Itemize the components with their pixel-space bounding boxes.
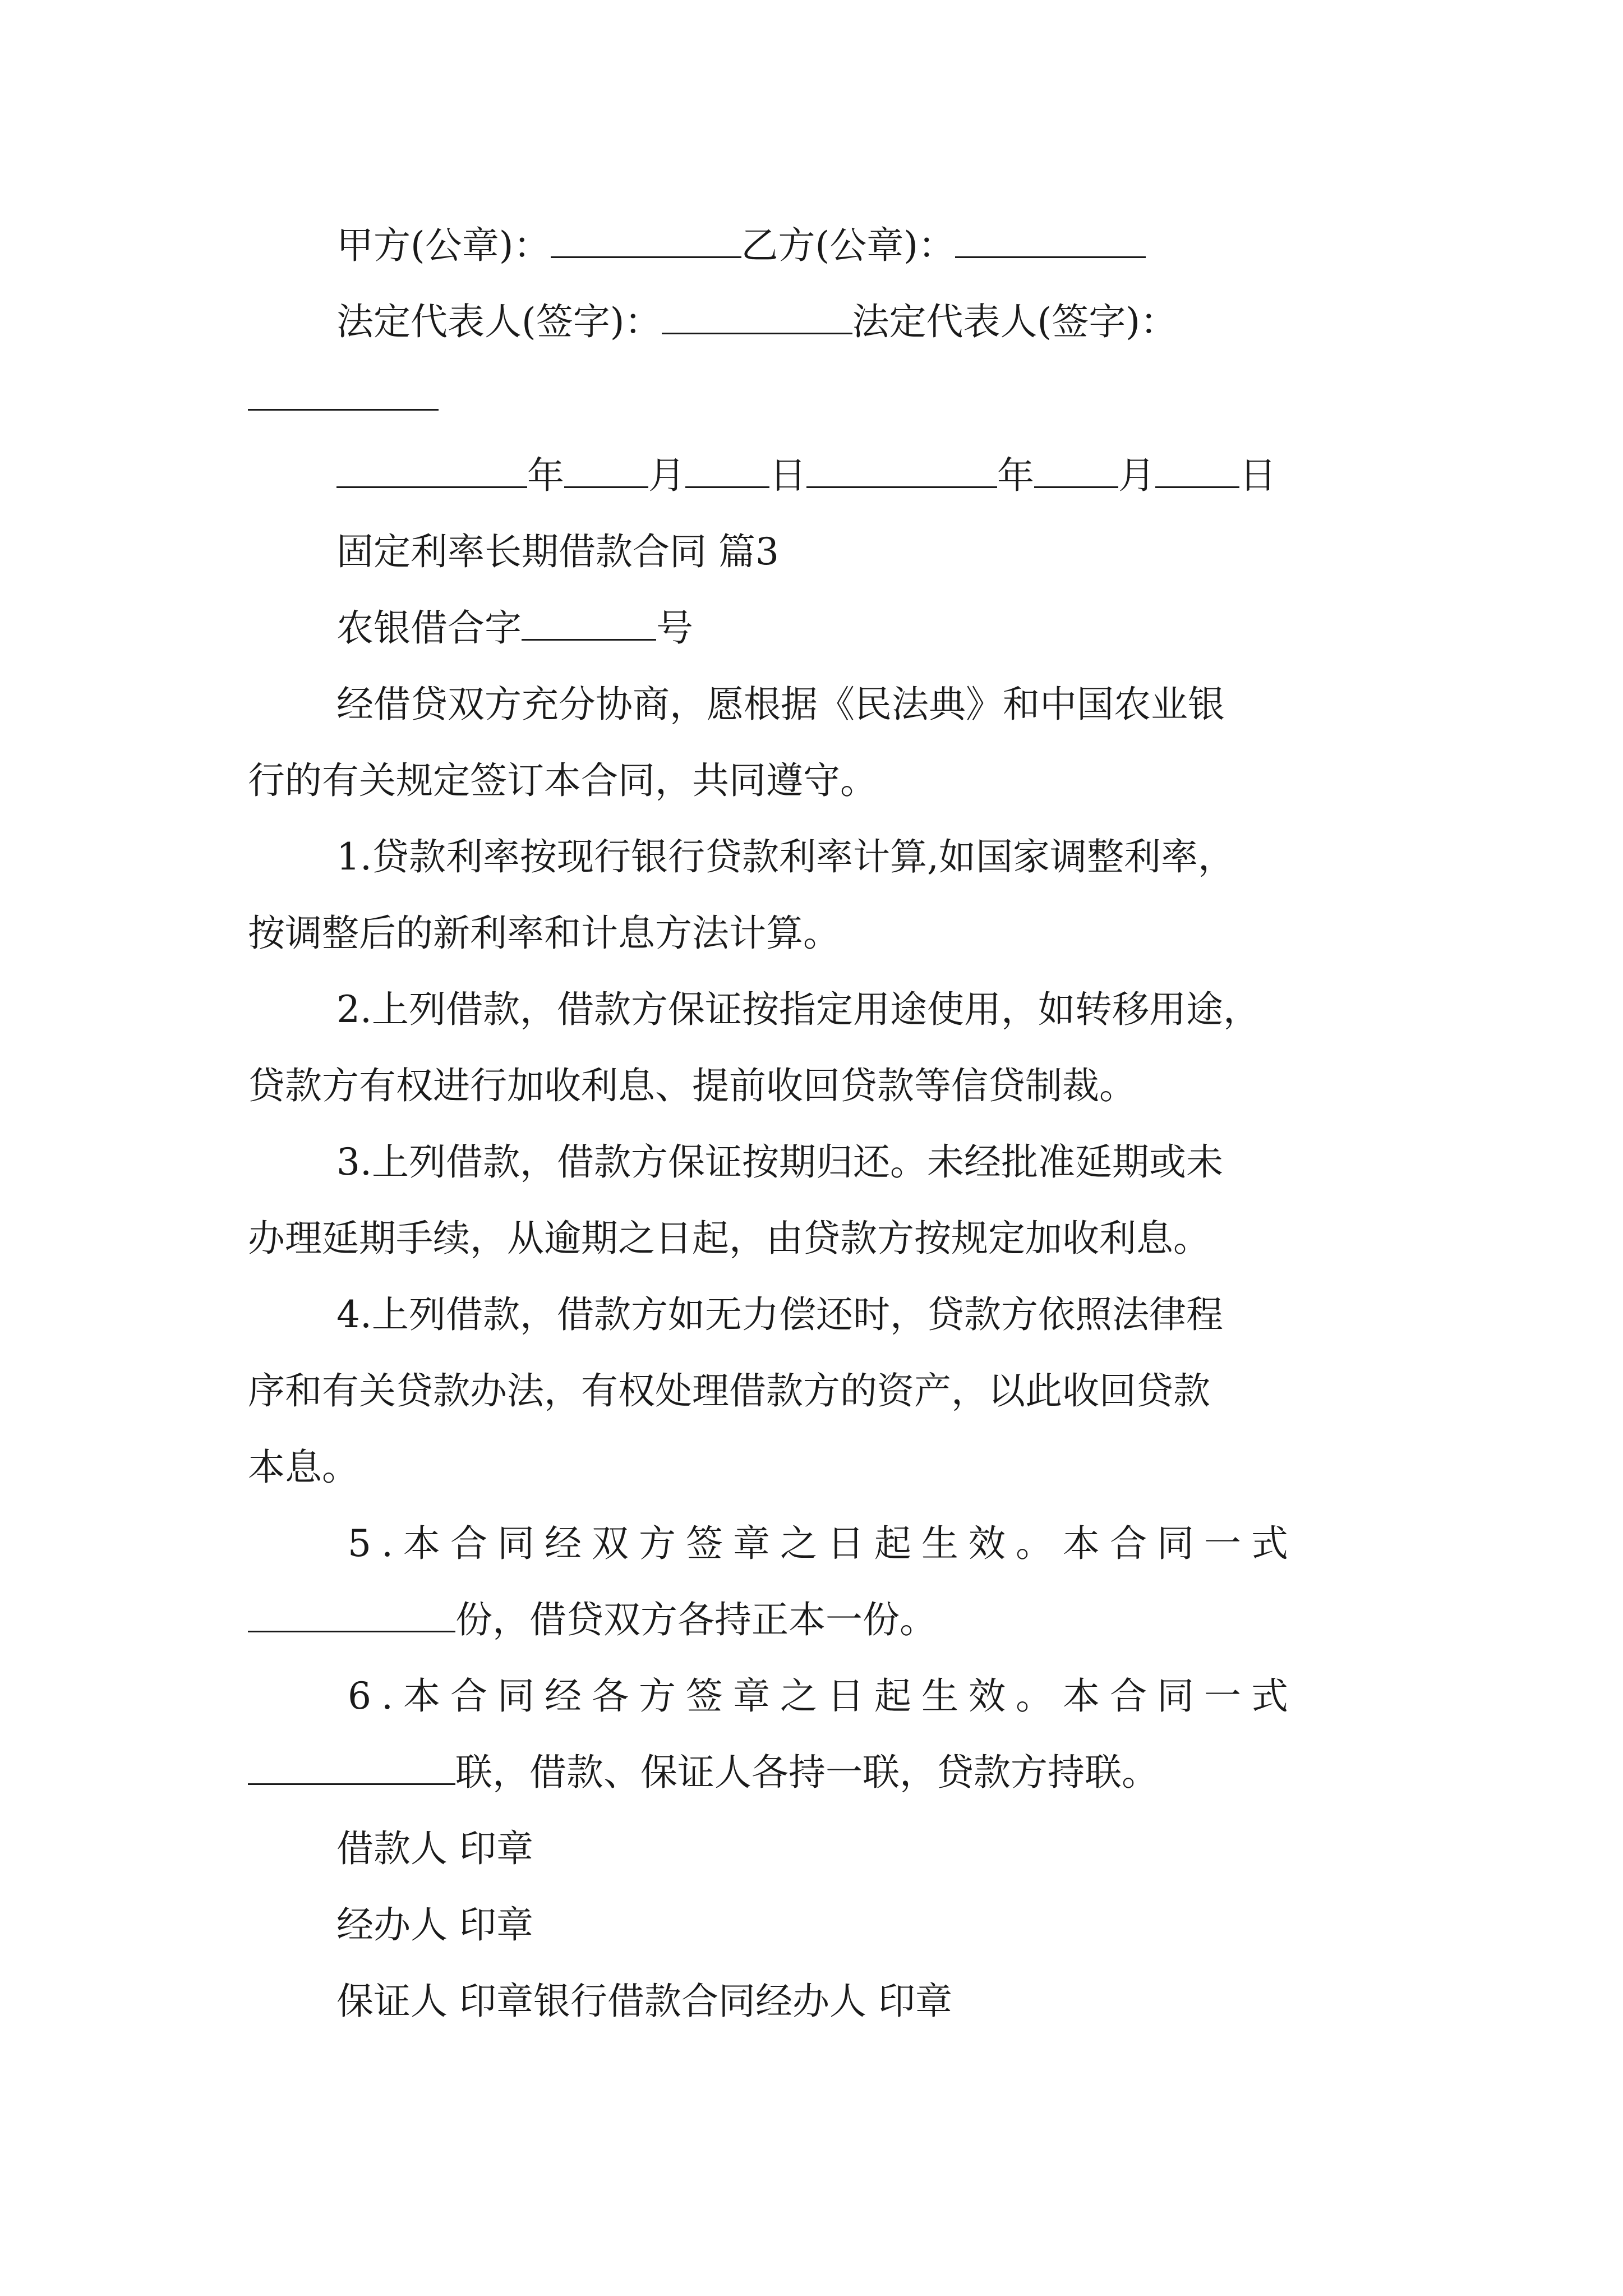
date-b-year-blank[interactable] [806, 452, 997, 488]
clause-3-line-1: 3.上列借款，借款方保证按期归还。未经批准延期或未 [336, 1140, 1223, 1184]
clause-6-line-2 [248, 1746, 1392, 1800]
date-b-month-label: 月 [1118, 454, 1155, 497]
clause-6-line-1: 6.本合同经各方签章之日起生效。本合同一式 [348, 1674, 1298, 1718]
date-a-day-label: 日 [769, 454, 806, 497]
date-a-year-label: 年 [527, 454, 564, 497]
intro-line-1: 经借贷双方充分协商，愿根据《民法典》和中国农业银 [336, 683, 1225, 726]
clause-4-line-2: 序和有关贷款办法，有权处理借款方的资产，以此收回贷款 [248, 1369, 1210, 1412]
date-a-month-label: 月 [648, 454, 685, 497]
contract-number-line [336, 601, 1391, 655]
clause-2-line-2: 贷款方有权进行加收利息、提前收回贷款等信贷制裁。 [248, 1064, 1136, 1107]
party-a-label: 甲方(公章)： [336, 224, 551, 267]
clause-6-line-2-text: 联，借款、保证人各持一联，贷款方持联。 [455, 1751, 1159, 1794]
clause-4-line-3: 本息。 [248, 1446, 359, 1489]
intro-line-2: 行的有关规定签订本合同，共同遵守。 [248, 759, 877, 802]
party-b-label: 乙方(公章)： [741, 224, 955, 267]
handler-seal-line: 经办人 印章 [336, 1903, 533, 1947]
party-a-blank[interactable] [551, 222, 741, 258]
date-a-year-blank[interactable] [336, 452, 527, 488]
party-signature-line [336, 219, 1391, 273]
date-b-month-blank[interactable] [1034, 452, 1118, 488]
clause-5-line-2 [248, 1593, 1392, 1647]
date-b-day-label: 日 [1239, 454, 1276, 497]
clause-5-copies-blank[interactable] [248, 1596, 455, 1632]
clause-5-line-1: 5.本合同经双方签章之日起生效。本合同一式 [348, 1522, 1298, 1565]
guarantor-seal-line: 保证人 印章银行借款合同经办人 印章 [336, 1980, 952, 2023]
legal-rep-line [336, 295, 1391, 349]
date-a-month-blank[interactable] [564, 452, 648, 488]
date-b-day-blank[interactable] [1155, 452, 1239, 488]
legal-rep-b-blank-line [248, 371, 1392, 425]
clause-6-copies-blank[interactable] [248, 1749, 455, 1785]
contract-number-suffix: 号 [656, 606, 693, 650]
clause-4-line-1: 4.上列借款，借款方如无力偿还时，贷款方依照法律程 [336, 1293, 1223, 1336]
clause-1-line-2: 按调整后的新利率和计息方法计算。 [248, 912, 840, 955]
legal-rep-a-label: 法定代表人(签字)： [336, 300, 662, 343]
party-b-blank[interactable] [955, 222, 1146, 258]
clause-1-line-1: 1.贷款利率按现行银行贷款利率计算,如国家调整利率， [336, 835, 1235, 878]
date-b-year-label: 年 [997, 454, 1034, 497]
section-title: 固定利率长期借款合同 篇3 [336, 530, 779, 573]
contract-number-prefix: 农银借合字 [336, 606, 522, 650]
borrower-seal-line: 借款人 印章 [336, 1827, 533, 1870]
date-line [336, 449, 1391, 503]
clause-2-line-1: 2.上列借款，借款方保证按指定用途使用，如转移用途， [336, 988, 1260, 1031]
legal-rep-b-label: 法定代表人(签字)： [852, 300, 1177, 343]
legal-rep-b-blank[interactable] [248, 374, 439, 411]
date-a-day-blank[interactable] [685, 452, 769, 488]
legal-rep-a-blank[interactable] [662, 298, 852, 334]
clause-3-line-2: 办理延期手续，从逾期之日起，由贷款方按规定加收利息。 [248, 1217, 1210, 1260]
contract-number-blank[interactable] [522, 604, 656, 641]
clause-5-line-2-text: 份，借贷双方各持正本一份。 [455, 1598, 937, 1641]
